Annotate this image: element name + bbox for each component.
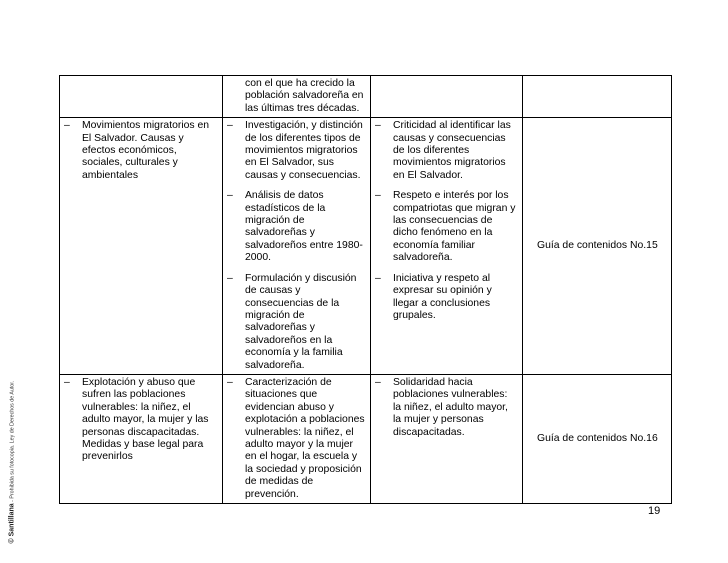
dash-bullet-icon: – xyxy=(64,120,70,132)
item-text: Iniciativa y respeto al expresar su opinión y llegar a conclusiones grupales. xyxy=(393,272,492,321)
dash-bullet-icon: – xyxy=(227,120,233,132)
item-text: Formulación y discusión de causas y consecuencias de la migración de salvadoreñas y salvadoreños en la economía y la familia salvadoreña. xyxy=(245,272,357,371)
item-text: Movimientos migratorios en El Salvador. Causas y efectos económicos, sociales, culturales y ambientales xyxy=(82,120,210,181)
table-row xyxy=(60,118,672,375)
attitudes-cell xyxy=(371,118,523,375)
list-item xyxy=(64,377,218,464)
content-cell xyxy=(60,118,223,375)
copyright-notice xyxy=(8,380,16,544)
attitudes-cell xyxy=(371,374,523,503)
dash-bullet-icon: – xyxy=(375,376,381,388)
list-item xyxy=(375,120,518,182)
item-text: Solidaridad hacia poblaciones vulnerables: la niñez, el adulto mayor, la mujer y personas discapacitadas. xyxy=(393,376,508,438)
guide-reference: Guía de contenidos No.15 xyxy=(537,239,658,251)
procedures-cell xyxy=(223,76,371,118)
item-text: Investigación, y distinción de los diferentes tipos de movimientos migratorios en El Salvador, sus causas y consecuencias. xyxy=(245,120,363,181)
dash-bullet-icon: – xyxy=(375,190,381,202)
list-item xyxy=(227,377,366,501)
procedures-cell xyxy=(223,118,371,375)
table-body xyxy=(60,76,672,504)
list-item xyxy=(375,190,518,264)
publisher-brand: © Santillana xyxy=(8,503,16,544)
dash-bullet-icon: – xyxy=(64,376,70,388)
copyright-text: - Prohibida su fotocopia. Ley de Derechos de Autor. xyxy=(9,380,16,504)
guide-cell xyxy=(523,374,672,503)
table-row xyxy=(60,76,672,118)
list-item xyxy=(375,377,518,439)
content-cell xyxy=(60,76,223,118)
procedures-cell xyxy=(223,374,371,503)
list-item xyxy=(375,273,518,323)
item-text: con el que ha crecido la población salvadoreña en las últimas tres décadas. xyxy=(245,78,364,114)
dash-bullet-icon: – xyxy=(227,190,233,202)
content-cell xyxy=(60,374,223,503)
list-item xyxy=(64,120,218,182)
item-text: Criticidad al identificar las causas y consecuencias de los diferentes movimientos migratorios en El Salvador. xyxy=(393,120,511,181)
curriculum-table xyxy=(59,75,672,504)
guide-reference: Guía de contenidos No.16 xyxy=(537,432,658,444)
item-text: Explotación y abuso que sufren las poblaciones vulnerables: la niñez, el adulto mayor, la mujer y las personas discapacitadas. Medidas y base legal para prevenirlos xyxy=(82,376,209,463)
guide-cell xyxy=(523,76,672,118)
dash-bullet-icon: – xyxy=(227,272,233,284)
list-item xyxy=(227,78,366,115)
dash-bullet-icon: – xyxy=(375,120,381,132)
table-row xyxy=(60,374,672,503)
dash-bullet-icon: – xyxy=(227,376,233,388)
guide-cell xyxy=(523,118,672,375)
dash-bullet-icon: – xyxy=(375,272,381,284)
item-text: Respeto e interés por los compatriotas que migran y las consecuencias de dicho fenómeno en la economía familiar salvadoreña. xyxy=(393,190,516,264)
page-number: 19 xyxy=(648,505,661,517)
list-item xyxy=(227,273,366,372)
item-text: Caracterización de situaciones que evidencian abuso y explotación a poblaciones vulnerables: la niñez, el adulto mayor y la mujer en el hogar, la escuela y la sociedad y proposición de medidas de prevención. xyxy=(245,376,365,500)
item-text: Análisis de datos estadísticos de la migración de salvadoreñas y salvadoreños entre 1980-2000. xyxy=(245,190,363,264)
list-item xyxy=(227,120,366,182)
attitudes-cell xyxy=(371,76,523,118)
list-item xyxy=(227,190,366,264)
